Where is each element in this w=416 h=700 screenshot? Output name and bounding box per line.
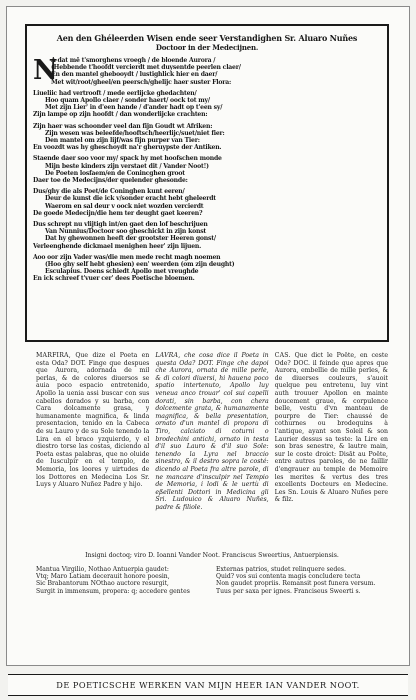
stanza-line: Hoo quam Apollo claer / sonder haert/ oock tot my/ <box>45 97 210 105</box>
speaker-name: MARFIRA, <box>36 352 71 359</box>
poem-line: Non gaudet propriis. Remansit post funera versum. <box>216 580 376 588</box>
stanza-line: (Hebbende t'hoofdt vercierdt met duysentde peerlen claer/ <box>51 64 241 72</box>
french-text: Que dict le Poëte, en ceste Ode? DOC. il feinde que apres que Aurora, embellie de mille perles, & de diuerses couleurs, s'auoit quelque peu entretenu, luy vint auth trouuer Apollon en mainte doucement graue, & corpulence belle, vestu d'vn manteau de pourpre de Tier: chaussé de cothurnes ou brodequins à l'antique, ayant son Soleil & son Laurier dessus sa teste: la Lire en son bras senestre, & lautre main, sur le coste droict: Disāt au Poëte, entre autres paroles, de ne faillir d'engrauer au temple de Memoire les merites & vertus des tres excellents Docteurs en Medecine. Les Sn. Louis & Aluaro Nuñes pere & filz. <box>274 352 388 504</box>
stanza-line: En voozdt was hy gheschoydt na'r gheruypste der Antiken. <box>33 144 222 152</box>
stanza-line: De goede Medecijn/die hem ter deught gaet keeren? <box>33 209 203 217</box>
stanza-line: A dat mē t'smorghens vroegh / de bloende Aurora / <box>51 57 216 64</box>
french-column <box>275 352 388 548</box>
italian-text: che cosa dice il Poeta in questa Oda? DOT. Finge che dapoi che Aurora, ornata de mille perle, & di colori diuersi, hi hauena poco spatio intertenuto, Apollo luy veneua anco trouar' col sui capelli dorati, sin barba, con chera dolcemente grata, & humanamente magnifica, & bella presentation, ornato d'un mantel di propora di Tiro, calciato di coturni o brodechini antichi, ornato in testa d'il suo Lauro & d'il suo Sole: tenendo la Lyra nel braccio sinestro, & il destro sopra le costé: dicendo al Poeta fra altre parole, di ne mancare d'insculpir nel Tempio de Memoria, i lodi & le uertù di eßellenti Dottori in Medicina gli Sri. Ludouico & Aluaro Nuñes, padre & filiole. <box>155 352 269 511</box>
poem-frame-inner <box>33 32 381 334</box>
dedication-title: Aen den Ghéleerden Wisen ende seer Verstandighen Sr. Aluaro Nuñes <box>56 33 358 43</box>
poem-line: Vtq; Maro Latiam decerauit honore poesin, <box>36 573 170 581</box>
poem-line: Quid? vos sui contenta magis concludere tecta <box>216 573 361 581</box>
stanza-line: (Hoo ghy self hebt ghesien) een' weerden (om zijn deught) <box>45 261 235 269</box>
stanza-line: Zijn wesen was beleefde/hooftsch/heerlijc/suet/niet fier: <box>45 129 225 137</box>
stanza-line: Mijn beste kinders zijn verstaet dit / Vander Noot!) <box>45 162 209 170</box>
stanza-6 <box>33 221 381 250</box>
stanza-1 <box>33 57 381 86</box>
poem-line: Externas patrios, studet relinquere sedes. <box>216 566 346 573</box>
poem-line: Surgit in immensum, propera: q; accedere gentes <box>36 587 190 595</box>
stanza-3 <box>33 123 381 152</box>
stanza-line: Daer toe de Medecijns/der quelender ghesonde: <box>33 177 188 185</box>
stanza-line: Dus schrept nu vlijtigh int/en gaet den lof beschrijuen <box>33 221 208 229</box>
stanza-line: Zijn lampe op zijn hoofdt / dan wonderlijcke crachten: <box>33 111 208 119</box>
stanza-line: En den mantel ghebooydt / lustighlick hier en daer/ <box>51 71 218 79</box>
latin-poem-left <box>36 566 208 595</box>
spanish-column <box>36 352 149 548</box>
dedication-credit: Insigni doctoq; viro D. Ioanni Vander Noot. Franciscus Sweertius, Antuerpiensis. <box>85 552 339 559</box>
stanza-line: Staende daer soo voor my/ spack hy met hoofschen monde <box>33 155 222 163</box>
stanza-5 <box>33 188 381 217</box>
speaker-name: LAVRA, <box>155 352 181 359</box>
page-footer: DE POETICSCHE WERKEN VAN MIJN HEER IAN VANDER NOOT. <box>8 674 408 696</box>
latin-poem <box>36 566 388 595</box>
stanza-line: Dat hy ghewonnen heeft der grootster Heeren gonst/ <box>45 235 216 243</box>
stanza-4 <box>33 155 381 184</box>
stanza-line: Den mantel om zijn lijf/was fijn purper van Tier: <box>45 137 200 145</box>
stanza-line: Aoo oor zijn Vader was/die men mede recht magh noemen <box>33 253 221 261</box>
spanish-text: Que dize el Poeta en esta Oda? DOT. Finge que despues que Aurora, adornada de mil perlas, & de colores diuersos se auia poco espacio entretenido, Apollo la uenia assi buscar con sus cabellos dorados y su barba, con Cara dolcamente grasa, y humanamente magnifica, & linda presentacion, tenido en la Cabeca de su Lauro y de su Sole tenendo la Lira en el braco yzquierdo, y el diestro torse las costas, diciendo al Poeta estas palabras, que no oluide de Iusculpir en el templo, de Memoria, los loores y uirtudes de los Dottores en Medecina Los Sr. Luys y Aluaro Nuñez Padre y hijo. <box>36 352 150 489</box>
stanza-7 <box>33 254 381 283</box>
stanza-line: Dus/ghy die als Poet/de Coninghen kunt eeren/ <box>33 188 185 196</box>
poem-frame <box>25 24 389 342</box>
stanza-line: Met wit/root/gheel/en peersch/ghelijc haer suster Flora: <box>51 78 232 86</box>
stanza-line: Zijn haer was schoonder veel dan fijn Goudt wt Afriken: <box>33 122 213 130</box>
drop-cap: N <box>33 55 58 86</box>
stanza-line: Esculapius. Doens schiedt Apollo met vreughde <box>45 268 199 276</box>
stanza-line: Waerom en sal deur v oock niet wozden vercierdt <box>45 202 204 210</box>
poem-line: Tuus per saxa per ignes. Franciseus Sweerti s. <box>216 587 361 595</box>
poem-line: Sic Brabantorum NOthao auctore resurgit, <box>36 580 169 588</box>
stanza-2 <box>33 90 381 119</box>
stanza-line: Verleenghende dickmael menighen heer' zijn lijuen. <box>33 242 202 250</box>
dedication-subtitle: Doctoor in der Medecijnen. <box>155 43 259 52</box>
stanza-line: Liueliic had vertrooft / mede eerlijcke ghedachten/ <box>33 89 197 97</box>
latin-poem-right <box>216 566 388 595</box>
stanza-line: Deur de kunst die ick v/sonder eracht hebt gheleerdt <box>45 195 216 203</box>
stanza-line: De Poeten losfaem/en de Conincghen groot <box>45 169 185 177</box>
stanza-line: Van Nunnius/Doctoor soo gheschickt in zijn konst <box>45 228 207 236</box>
speaker-name: CAS. <box>274 352 291 359</box>
italian-column <box>155 352 268 548</box>
stanza-line: En ick schreef t'vuer cer' dees Poetische bloemen. <box>33 275 195 283</box>
stanza-line: Met zijn Lier' in d'een hande / d'ander hadt op t'een sy/ <box>45 104 223 112</box>
poem-line: Mantua Virgilio, Nothao Antuerpia gaudet: <box>36 566 169 573</box>
dialogue-columns <box>36 352 388 548</box>
